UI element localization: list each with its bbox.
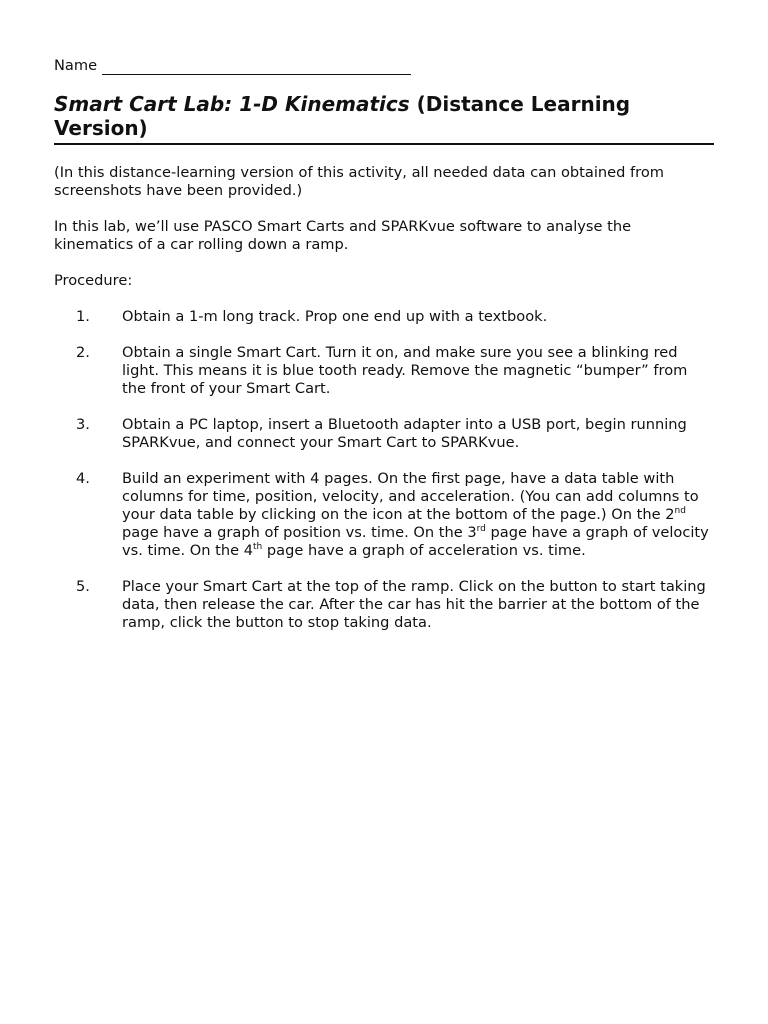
list-item	[54, 416, 714, 452]
list-item	[54, 578, 714, 632]
list-item	[54, 470, 714, 560]
document-title	[54, 93, 714, 145]
procedure-list	[54, 308, 714, 632]
step-text-part: page have a graph of position vs. time. On the 3	[122, 524, 477, 541]
procedure-heading: Procedure:	[54, 272, 133, 289]
name-field	[54, 55, 714, 75]
document-body	[54, 55, 714, 650]
step-text	[122, 470, 709, 559]
step-text-part: page have a graph of acceleration vs. time.	[262, 542, 586, 559]
intro-note: (In this distance-learning version of this activity, all needed data can obtained from screenshots have been provided.)	[54, 164, 664, 199]
step-number: 1.	[76, 308, 90, 325]
step-text: Obtain a single Smart Cart. Turn it on, and make sure you see a blinking red light. This means it is blue tooth ready. Remove the magnetic “bumper” from the front of your Smart Cart.	[122, 344, 688, 397]
step-text: Place your Smart Cart at the top of the ramp. Click on the button to start taking data, then release the car. After the car has hit the barrier at the bottom of the ramp, click the button to stop taking data.	[122, 578, 706, 631]
step-text: Obtain a PC laptop, insert a Bluetooth adapter into a USB port, begin running SPARKvue, and connect your Smart Cart to SPARKvue.	[122, 416, 687, 451]
name-blank-line	[102, 60, 411, 75]
list-item	[54, 344, 714, 398]
list-item	[54, 308, 714, 326]
title-subtitle: (Distance Learning Version)	[54, 92, 631, 140]
ordinal-suffix: nd	[674, 506, 686, 517]
step-number: 5.	[76, 578, 90, 595]
name-label: Name	[54, 57, 98, 74]
title-italic: Smart Cart Lab: 1-D Kinematics	[54, 92, 410, 116]
intro-paragraph: In this lab, we’ll use PASCO Smart Carts and SPARKvue software to analyse the kinematics of a car rolling down a ramp.	[54, 218, 632, 253]
step-number: 2.	[76, 344, 90, 361]
ordinal-suffix: th	[253, 542, 263, 553]
step-text-part: page have a graph of velocity vs. time. On the 4	[122, 524, 709, 559]
step-number: 3.	[76, 416, 90, 433]
ordinal-suffix: rd	[476, 524, 486, 535]
step-text-part: Build an experiment with 4 pages. On the first page, have a data table with columns for time, position, velocity, and acceleration. (You can add columns to your data table by clicking on the icon at the bottom of the page.) On the 2	[122, 470, 699, 523]
step-text: Obtain a 1-m long track. Prop one end up with a textbook.	[122, 308, 548, 325]
step-number: 4.	[76, 470, 90, 487]
